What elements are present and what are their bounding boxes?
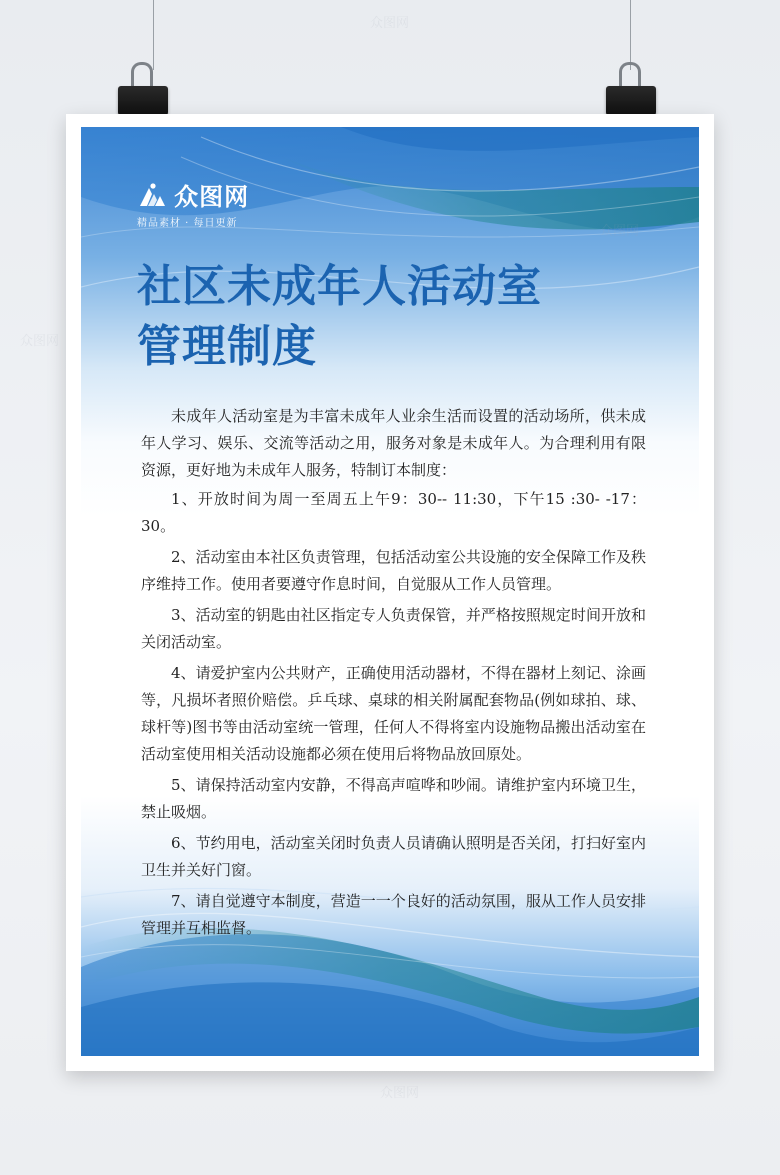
rules-body — [141, 403, 646, 946]
rule-item: 1、开放时间为周一至周五上午9：30-- 11:30，下午15 :30- -17：30。 — [141, 490, 646, 535]
poster-panel — [81, 127, 699, 1056]
brand-name: 众图网 — [174, 183, 250, 211]
brand-logo — [137, 177, 249, 229]
title-line-2: 管理制度 — [137, 321, 317, 372]
page-title — [137, 257, 542, 377]
rule-item: 6、节约用电，活动室关闭时负责人员请确认照明是否关闭，打扫好室内卫生并关好门窗。 — [141, 834, 646, 879]
watermark: 众图网 — [380, 1086, 420, 1101]
watermark: 众图网 — [20, 334, 60, 349]
watermark: 众图网 — [370, 16, 410, 31]
hanging-string-left — [153, 0, 154, 70]
brand-logo-icon — [137, 182, 167, 208]
rule-item: 2、活动室由本社区负责管理，包括活动室公共设施的安全保障工作及秩序维持工作。使用者要遵守作息时间，自觉服从工作人员管理。 — [141, 548, 646, 593]
rule-item: 4、请爱护室内公共财产，正确使用活动器材，不得在器材上刻记、涂画等，凡损坏者照价赔偿。乒乓球、桌球的相关附属配套物品(例如球拍、球、球杆等)图书等由活动室统一管理，任何人不得将室内设施物品搬出活动室在活动室使用相关活动设施都必须在使用后将物品放回原处。 — [141, 664, 646, 763]
intro-paragraph: 未成年人活动室是为丰富未成年人业余生活而设置的活动场所，供未成年人学习、娱乐、交流等活动之用，服务对象是未成年人。为合理利用有限资源，更好地为未成年人服务，特制订本制度： — [141, 407, 646, 479]
title-line-1: 社区未成年人活动室 — [137, 261, 542, 312]
poster-sheet — [66, 114, 714, 1071]
hanging-string-right — [630, 0, 631, 70]
rule-item: 3、活动室的钥匙由社区指定专人负责保管，并严格按照规定时间开放和关闭活动室。 — [141, 606, 646, 651]
brand-tagline: 精品素材 · 每日更新 — [137, 218, 238, 229]
binder-clip-right — [606, 62, 656, 122]
binder-clip-left — [118, 62, 168, 122]
rule-item: 5、请保持活动室内安静，不得高声喧哗和吵闹。请维护室内环境卫生，禁止吸烟。 — [141, 776, 646, 821]
rule-item: 7、请自觉遵守本制度，营造一一个良好的活动氛围，服从工作人员安排管理并互相监督。 — [141, 892, 646, 937]
